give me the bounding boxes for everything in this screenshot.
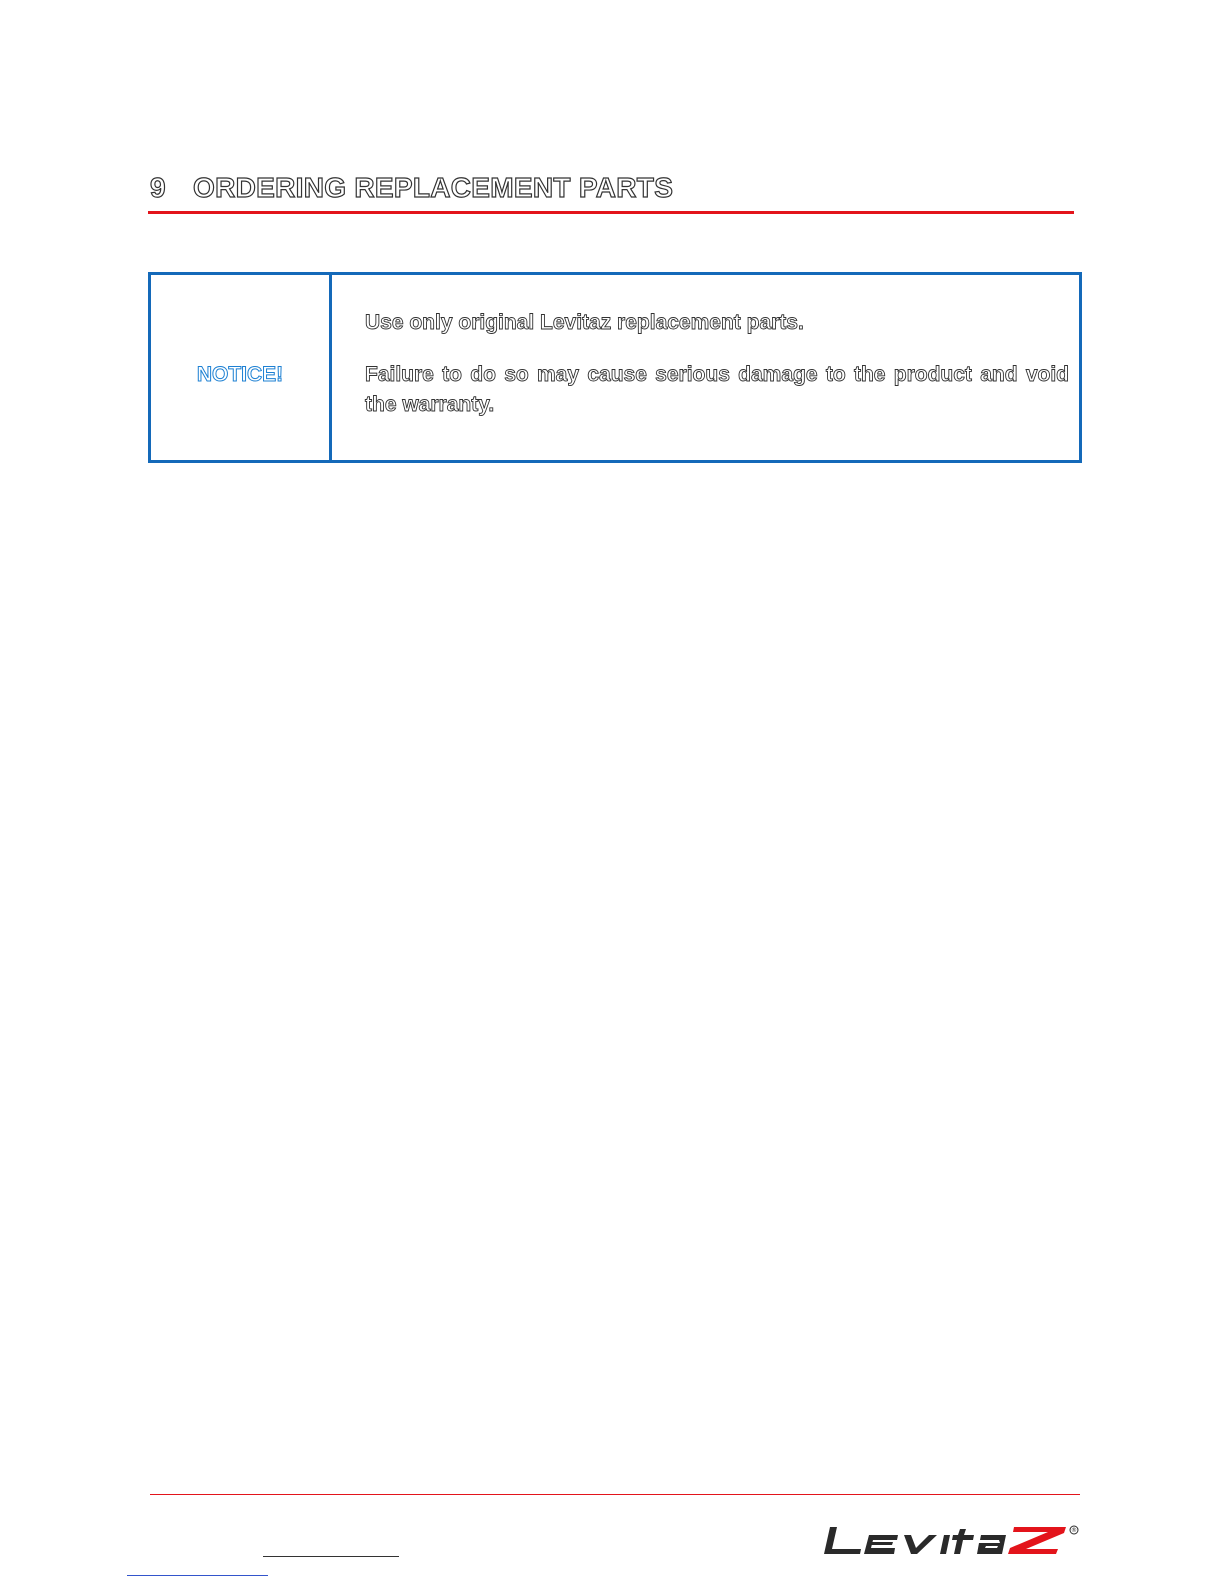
notice-label: NOTICE! [196, 363, 284, 386]
footer-link-underline [127, 1575, 268, 1576]
section-title: ORDERING REPLACEMENT PARTS [193, 172, 674, 203]
notice-text-line: Failure to do so may cause serious damage to the product and void the warranty. [365, 363, 1069, 416]
section-heading [148, 168, 1074, 214]
levitaz-logo [820, 1521, 1082, 1561]
notice-label-cell [151, 275, 332, 460]
footer-link-underline [263, 1556, 399, 1557]
svg-text:®: ® [1071, 1527, 1077, 1534]
footer-divider [150, 1494, 1080, 1495]
notice-text-line: Use only original Levitaz replacement parts. [365, 311, 804, 334]
section-number: 9 [150, 172, 166, 203]
notice-text-cell [332, 275, 1079, 460]
notice-box [148, 272, 1082, 463]
